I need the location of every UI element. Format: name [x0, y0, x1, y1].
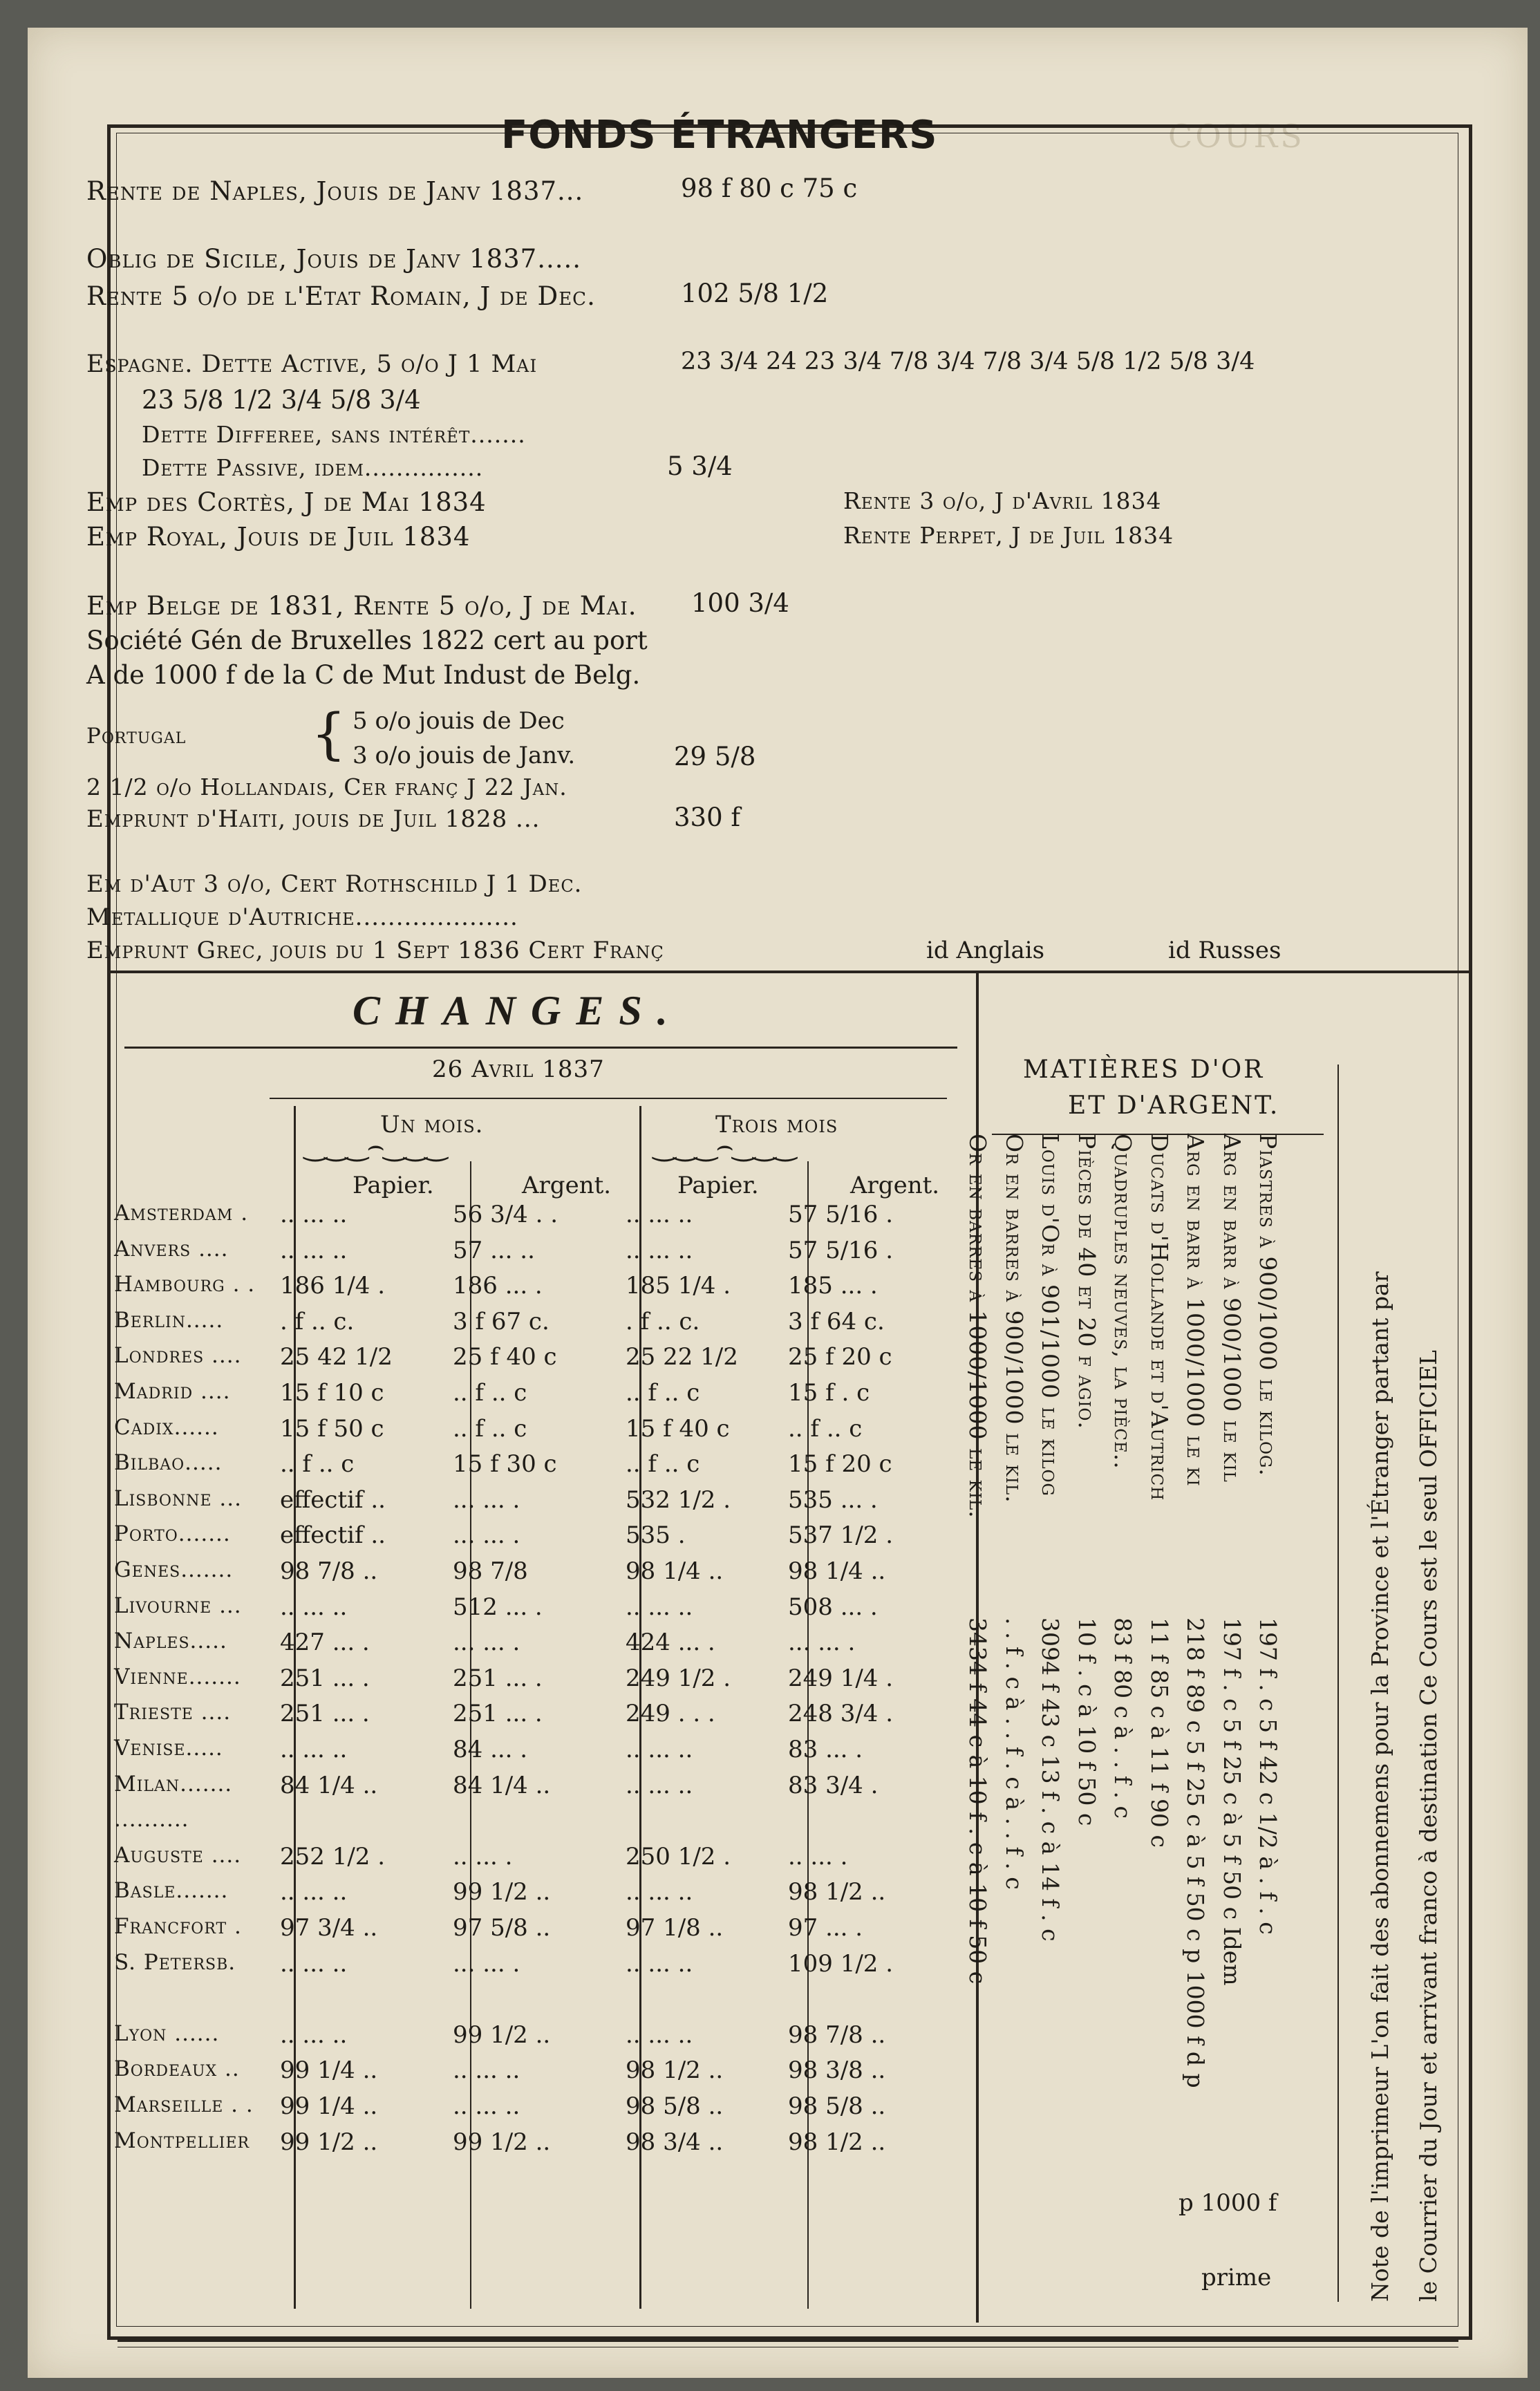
changes-papier-1m: .. f .. c — [280, 1450, 355, 1479]
changes-city: Trieste .... — [114, 1700, 232, 1725]
changes-argent-1m: 99 1/2 .. — [453, 2020, 551, 2049]
changes-papier-1m: 99 1/4 .. — [280, 2092, 378, 2120]
fonds-line-naples: Rente de Naples, Jouis de Janv 1837... — [86, 176, 584, 206]
changes-group-trois-mois: Trois mois — [715, 1111, 838, 1138]
changes-argent-1m: 57 ... .. — [453, 1236, 535, 1264]
changes-papier-1m: 99 1/2 .. — [280, 2128, 378, 2156]
matieres-item-value: 3094 f 43 c 13 f . c à 14 f . c — [1037, 1618, 1064, 1942]
changes-papier-1m: .. ... .. — [280, 1949, 348, 1978]
changes-argent-1m: ... ... . — [453, 1949, 520, 1978]
matieres-item-label: Louis d'Or à 901/1000 le kilog — [1037, 1134, 1064, 1497]
changes-city: Porto....... — [114, 1521, 231, 1547]
changes-city: Anvers .... — [114, 1236, 229, 1262]
changes-argent-1m: 99 1/2 .. — [453, 1878, 551, 1906]
changes-argent-1m: 251 ... . — [453, 1700, 543, 1728]
changes-argent-1m: ... ... . — [453, 1485, 520, 1514]
matieres-item-value: 197 f . c 5 f 42 c 1/2 à . f . c — [1255, 1618, 1281, 1935]
changes-argent-1m: 186 ... . — [453, 1272, 543, 1300]
changes-city: Genes....... — [114, 1557, 234, 1582]
changes-papier-1m: 15 f 10 c — [280, 1379, 384, 1407]
matieres-title-1: MATIÈRES D'OR — [1023, 1056, 1265, 1084]
fonds-line-hollandais: 2 1/2 o/o Hollandais, Cer franç J 22 Jan. — [86, 773, 567, 800]
changes-argent-3m: 98 3/8 .. — [788, 2056, 886, 2085]
changes-argent-1m: 98 7/8 — [453, 1557, 528, 1585]
changes-argent-1m: 15 f 30 c — [453, 1450, 557, 1479]
changes-papier-1m: 98 7/8 .. — [280, 1557, 378, 1585]
fonds-line-cortes: Emp des Cortès, J de Mai 1834 — [86, 487, 487, 517]
changes-papier-3m: .. ... .. — [626, 2020, 693, 2049]
changes-papier-3m: 98 3/4 .. — [626, 2128, 724, 2156]
fonds-line-dette-differee: Dette Differee, sans intérêt....... — [142, 421, 526, 448]
changes-argent-1m: 99 1/2 .. — [453, 2128, 551, 2156]
matieres-item-label: Ducats d'Hollande et d'Autrich — [1145, 1134, 1173, 1501]
changes-city: Marseille . . — [114, 2092, 254, 2117]
changes-city: Amsterdam . — [114, 1201, 249, 1226]
matieres-item-value: 83 f 80 c à . . f . c — [1109, 1618, 1136, 1819]
changes-city: Basle....... — [114, 1878, 229, 1904]
changes-argent-3m: 185 ... . — [788, 1272, 878, 1300]
changes-papier-3m: .. f .. c — [626, 1379, 700, 1407]
fonds-line-dette-passive: Dette Passive, idem............... — [142, 454, 484, 481]
changes-argent-3m: 98 1/4 .. — [788, 1557, 886, 1585]
fonds-value-portugal: 29 5/8 — [674, 742, 756, 771]
changes-argent-3m: ... ... . — [788, 1629, 856, 1657]
changes-papier-3m: 249 1/2 . — [626, 1664, 731, 1692]
changes-papier-1m: 99 1/4 .. — [280, 2056, 378, 2085]
changes-argent-1m: 25 f 40 c — [453, 1343, 557, 1371]
changes-city: Montpellier — [114, 2128, 250, 2153]
changes-papier-3m: .. ... .. — [626, 1878, 693, 1906]
changes-papier-1m: 252 1/2 . — [280, 1842, 386, 1870]
changes-argent-1m: 84 ... . — [453, 1736, 528, 1763]
changes-papier-1m: .. ... .. — [280, 1201, 348, 1228]
matieres-item-label: Piastres à 900/1000 le kilog. — [1255, 1134, 1281, 1476]
changes-argent-1m: .. f .. c — [453, 1379, 527, 1407]
fonds-grec-anglais: id Anglais — [926, 937, 1045, 964]
changes-argent-3m: .. f .. c — [788, 1414, 863, 1443]
changes-papier-3m: 98 5/8 .. — [626, 2092, 724, 2120]
changes-city: Bilbao..... — [114, 1450, 223, 1476]
fonds-line-societe-bruxelles: Société Gén de Bruxelles 1822 cert au port — [86, 626, 648, 655]
changes-papier-3m: 532 1/2 . — [626, 1485, 731, 1514]
bleed-through-text: COURS — [1168, 118, 1305, 155]
changes-group-un-mois: Un mois. — [380, 1111, 484, 1138]
fonds-title: FONDS ÉTRANGERS — [501, 113, 938, 158]
matieres-title-2: ET D'ARGENT. — [1068, 1091, 1280, 1120]
matieres-item-value: 218 f 89 c 5 f 25 c à 5 f 50 c p 1000 f d p — [1182, 1618, 1209, 2088]
changes-city: S. Petersb. — [114, 1949, 236, 1975]
changes-papier-3m: 15 f 40 c — [626, 1414, 730, 1443]
changes-argent-3m: 15 f . c — [788, 1379, 870, 1407]
matieres-item-value: 197 f . c 5 f 25 c à 5 f 50 c Idem — [1218, 1618, 1246, 1986]
section-divider — [107, 971, 1469, 973]
changes-argent-3m: 83 3/4 . — [788, 1771, 879, 1799]
changes-argent-3m: 535 ... . — [788, 1485, 878, 1514]
changes-papier-1m: . f .. c. — [280, 1307, 355, 1335]
changes-papier-1m: 251 ... . — [280, 1664, 370, 1692]
col-papier-1: Papier. — [353, 1172, 434, 1199]
changes-papier-3m: 250 1/2 . — [626, 1842, 731, 1870]
changes-papier-1m: effectif .. — [280, 1485, 386, 1514]
changes-papier-3m: .. ... .. — [626, 1736, 693, 1763]
changes-argent-3m: 83 ... . — [788, 1736, 863, 1763]
matieres-item-label: Quadruples neuves, la pièce.. — [1109, 1134, 1136, 1470]
fonds-rente-avril: Rente 3 o/o, J d'Avril 1834 — [843, 487, 1162, 514]
matieres-prime: prime — [1201, 2264, 1272, 2291]
fonds-line-sicile: Oblig de Sicile, Jouis de Janv 1837..... — [86, 244, 581, 274]
changes-papier-3m: .. ... .. — [626, 1593, 693, 1621]
changes-papier-1m: .. ... .. — [280, 1878, 348, 1906]
fonds-line-autriche-rothschild: Em d'Aut 3 o/o, Cert Rothschild J 1 Dec. — [86, 870, 583, 898]
changes-title: CHANGES. — [353, 988, 683, 1033]
fonds-rente-perpet: Rente Perpet, J de Juil 1834 — [843, 522, 1174, 549]
portugal-brace: { — [311, 702, 346, 766]
changes-argent-3m: 98 7/8 .. — [788, 2020, 886, 2049]
fonds-value-dette-passive: 5 3/4 — [667, 451, 733, 481]
changes-argent-1m: .. ... .. — [453, 2092, 520, 2120]
fonds-line-grec: Emprunt Grec, jouis du 1 Sept 1836 Cert Franç — [86, 937, 664, 964]
changes-city: Cadix...... — [114, 1414, 219, 1440]
changes-papier-1m: 427 ... . — [280, 1629, 370, 1657]
changes-argent-3m: 25 f 20 c — [788, 1343, 892, 1371]
changes-argent-3m: 57 5/16 . — [788, 1201, 894, 1228]
fonds-value-espagne: 23 3/4 24 23 3/4 7/8 3/4 7/8 3/4 5/8 1/2 5/8 3/4 — [681, 348, 1255, 375]
matieres-item-label: Or en barres à 900/1000 le kil. — [1000, 1134, 1028, 1503]
fonds-line-haiti: Emprunt d'Haiti, jouis de Juil 1828 ... — [86, 805, 541, 833]
printer-note-line-2: le Courrier du Jour et arrivant franco à destination Ce Cours est le seul OFFICIEL — [1415, 1350, 1442, 2302]
changes-argent-3m: 249 1/4 . — [788, 1664, 894, 1692]
changes-papier-1m: 186 1/4 . — [280, 1272, 386, 1300]
changes-city: Berlin..... — [114, 1307, 224, 1333]
changes-city: .......... — [114, 1807, 189, 1832]
changes-papier-1m: 84 1/4 .. — [280, 1771, 378, 1799]
note-left-rule — [1337, 1065, 1339, 2302]
changes-papier-3m: 97 1/8 .. — [626, 1914, 724, 1942]
fonds-line-belge: Emp Belge de 1831, Rente 5 o/o, J de Mai. — [86, 591, 637, 621]
changes-papier-1m: 97 3/4 .. — [280, 1914, 378, 1942]
changes-argent-3m: 97 ... . — [788, 1914, 863, 1942]
changes-argent-1m: 3 f 67 c. — [453, 1307, 550, 1335]
changes-argent-1m: ... ... . — [453, 1629, 520, 1657]
fonds-line-emp-royal: Emp Royal, Jouis de Juil 1834 — [86, 522, 471, 552]
bottom-rule — [118, 2340, 1458, 2342]
changes-papier-1m: 15 f 50 c — [280, 1414, 384, 1443]
col-argent-2: Argent. — [850, 1172, 940, 1199]
changes-papier-3m: .. ... .. — [626, 1949, 693, 1978]
fonds-line-etat-romain: Rente 5 o/o de l'Etat Romain, J de Dec. — [86, 281, 596, 311]
newspaper-page — [28, 28, 1528, 2378]
fonds-grec-russes: id Russes — [1168, 937, 1281, 964]
changes-argent-3m: 98 1/2 .. — [788, 2128, 886, 2156]
changes-city: Madrid .... — [114, 1379, 231, 1404]
changes-argent-3m: 537 1/2 . — [788, 1521, 894, 1550]
matieres-item-value: 10 f . c à 10 f 50 c — [1073, 1618, 1100, 1826]
changes-argent-1m: .. ... .. — [453, 2056, 520, 2085]
printer-note-line-1: Note de l'imprimeur L'on fait des abonnemens pour la Province et l'Étranger partant par — [1367, 1271, 1393, 2302]
changes-papier-3m: .. ... .. — [626, 1201, 693, 1228]
matieres-item-value: . . f . c à . . f . c à . . f . c — [1000, 1618, 1028, 1890]
changes-city: Naples..... — [114, 1629, 227, 1654]
matieres-item-label: Arg en barr à 900/1000 le kil — [1218, 1134, 1246, 1483]
changes-argent-1m: .. f .. c — [453, 1414, 527, 1443]
changes-city: Londres .... — [114, 1343, 242, 1369]
changes-argent-1m: 251 ... . — [453, 1664, 543, 1692]
changes-city: Hambourg . . — [114, 1272, 256, 1297]
changes-argent-3m: 508 ... . — [788, 1593, 878, 1621]
matieres-item-label: Pièces de 40 et 20 f agio. — [1073, 1134, 1100, 1429]
changes-argent-1m: 56 3/4 . . — [453, 1201, 558, 1228]
matieres-p1000: p 1000 f — [1179, 2189, 1277, 2217]
changes-argent-3m: .. ... . — [788, 1842, 848, 1870]
changes-argent-1m: 512 ... . — [453, 1593, 543, 1621]
changes-papier-1m: .. ... .. — [280, 1593, 348, 1621]
fonds-value-naples: 98 f 80 c 75 c — [681, 174, 858, 203]
col-argent-1: Argent. — [522, 1172, 612, 1199]
changes-city: Livourne ... — [114, 1593, 242, 1618]
changes-papier-3m: 424 ... . — [626, 1629, 715, 1657]
changes-city: Auguste .... — [114, 1842, 242, 1868]
fonds-value-belge: 100 3/4 — [691, 588, 789, 618]
changes-papier-3m: 535 . — [626, 1521, 686, 1550]
col-papier-2: Papier. — [677, 1172, 759, 1199]
fonds-line-metallique: Metallique d'Autriche.................... — [86, 903, 518, 931]
changes-city: Bordeaux .. — [114, 2056, 240, 2082]
fonds-value-haiti: 330 f — [674, 803, 741, 832]
changes-argent-3m: 109 1/2 . — [788, 1949, 894, 1978]
matieres-item-label: Or en barres à 1000/1000 le kil. — [964, 1134, 991, 1519]
changes-argent-1m: 97 5/8 .. — [453, 1914, 551, 1942]
changes-city: Francfort . — [114, 1914, 242, 1939]
changes-papier-1m: effectif .. — [280, 1521, 386, 1550]
changes-argent-3m: 248 3/4 . — [788, 1700, 894, 1728]
fonds-value-etat-romain: 102 5/8 1/2 — [681, 279, 829, 308]
changes-date: 26 Avril 1837 — [432, 1056, 605, 1083]
changes-papier-3m: .. ... .. — [626, 1771, 693, 1799]
changes-papier-1m: .. ... .. — [280, 2020, 348, 2049]
changes-papier-3m: .. f .. c — [626, 1450, 700, 1479]
date-rule — [270, 1098, 947, 1099]
changes-title-rule — [124, 1047, 957, 1049]
changes-papier-3m: . f .. c. — [626, 1307, 700, 1335]
changes-city: Lyon ...... — [114, 2020, 220, 2046]
changes-papier-3m: .. ... .. — [626, 1236, 693, 1264]
fonds-portugal-3: 3 o/o jouis de Janv. — [353, 742, 576, 769]
changes-papier-1m: .. ... .. — [280, 1736, 348, 1763]
fonds-line-mut-indust: A de 1000 f de la C de Mut Indust de Belg. — [86, 660, 641, 690]
trois-mois-flourish: ‿‿‿⌢‿‿‿ — [653, 1130, 796, 1162]
matieres-item-label: Arg en barr à 1000/1000 le ki — [1182, 1134, 1209, 1487]
matieres-item-value: 11 f 85 c à 11 f 90 c — [1145, 1618, 1173, 1848]
fonds-line-portugal: Portugal — [86, 724, 187, 749]
changes-argent-3m: 15 f 20 c — [788, 1450, 892, 1479]
changes-papier-1m: 25 42 1/2 — [280, 1343, 393, 1371]
changes-argent-3m: 98 5/8 .. — [788, 2092, 886, 2120]
changes-papier-3m: 98 1/2 .. — [626, 2056, 724, 2085]
changes-argent-1m: 84 1/4 .. — [453, 1771, 551, 1799]
changes-city: Lisbonne ... — [114, 1485, 242, 1511]
fonds-portugal-5: 5 o/o jouis de Dec — [353, 707, 565, 735]
changes-city: Venise..... — [114, 1736, 223, 1761]
changes-papier-1m: .. ... .. — [280, 1236, 348, 1264]
changes-papier-3m: 249 . . . — [626, 1700, 715, 1728]
matieres-item-value: 3434 f 44 c à 10 f . c à 10 f 50 c — [964, 1618, 991, 1985]
changes-argent-3m: 98 1/2 .. — [788, 1878, 886, 1906]
fonds-espagne-cont: 23 5/8 1/2 3/4 5/8 3/4 — [142, 385, 421, 415]
changes-argent-3m: 57 5/16 . — [788, 1236, 894, 1264]
fonds-line-espagne: Espagne. Dette Active, 5 o/o J 1 Mai — [86, 350, 538, 378]
un-mois-flourish: ‿‿‿⌢‿‿‿ — [304, 1130, 447, 1162]
changes-papier-3m: 185 1/4 . — [626, 1272, 731, 1300]
changes-papier-3m: 98 1/4 .. — [626, 1557, 724, 1585]
changes-city: Vienne....... — [114, 1664, 241, 1689]
changes-argent-1m: .. ... . — [453, 1842, 513, 1870]
changes-argent-3m: 3 f 64 c. — [788, 1307, 885, 1335]
changes-papier-1m: 251 ... . — [280, 1700, 370, 1728]
changes-argent-1m: ... ... . — [453, 1521, 520, 1550]
changes-papier-3m: 25 22 1/2 — [626, 1343, 738, 1371]
changes-city: Milan....... — [114, 1771, 233, 1797]
